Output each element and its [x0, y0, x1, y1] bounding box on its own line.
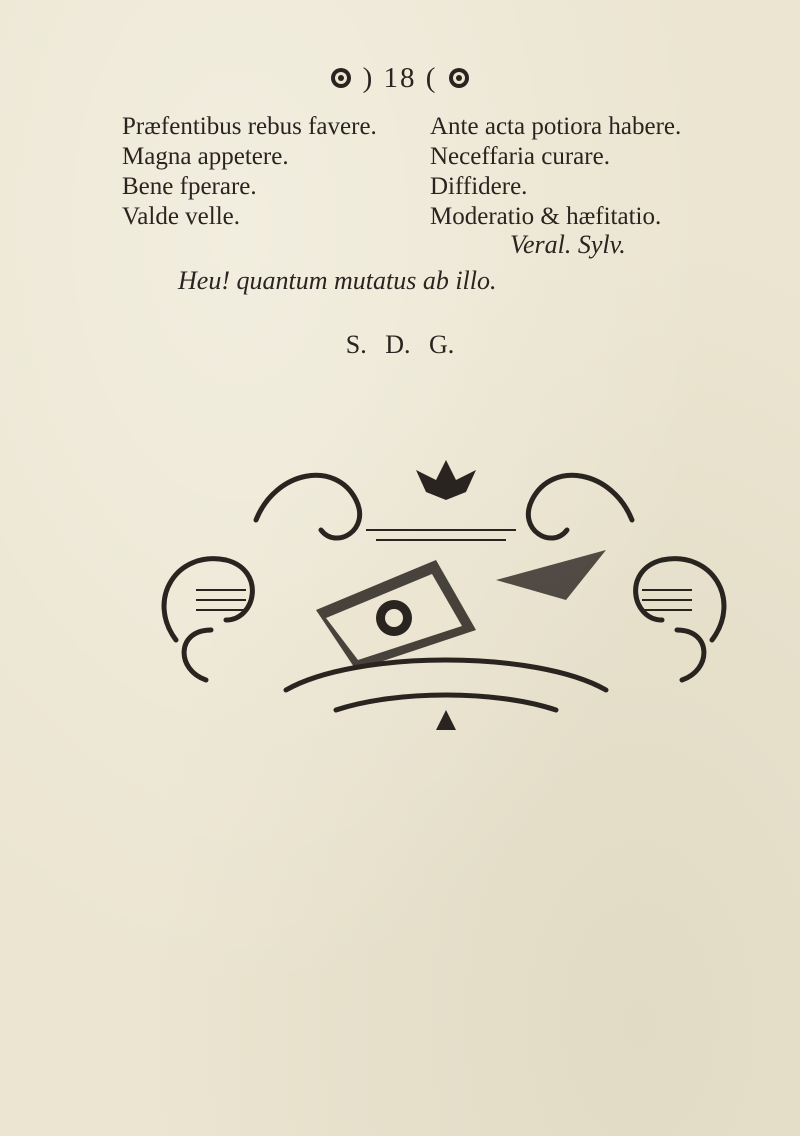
- quote: Heu! quantum mutatus ab illo.: [178, 266, 497, 295]
- maxim-line: Valde velle.: [122, 203, 241, 230]
- page-number: 18: [383, 62, 417, 94]
- flower-ornament-icon: [329, 66, 353, 90]
- right-column: [430, 112, 681, 232]
- attribution: Veral. Sylv.: [510, 230, 626, 259]
- right-bracket: (: [425, 62, 438, 94]
- maxim-line: Diffidere.: [430, 173, 528, 200]
- maxim-line: Moderatio & hæfitatio.: [430, 203, 662, 230]
- flower-ornament-icon: [447, 66, 471, 90]
- signature: S. D. G.: [345, 330, 455, 359]
- page-header: [0, 62, 800, 95]
- book-ornament-icon: [136, 440, 752, 740]
- maxim-line: Magna appetere.: [122, 143, 289, 170]
- maxim-line: Ante acta potiora habere.: [430, 113, 682, 140]
- left-bracket: ): [362, 62, 375, 94]
- maxim-line: Neceffaria curare.: [430, 143, 610, 170]
- maxim-line: Præfentibus rebus favere.: [122, 113, 377, 140]
- left-column: [122, 112, 377, 232]
- maxim-line: Bene fperare.: [122, 173, 257, 200]
